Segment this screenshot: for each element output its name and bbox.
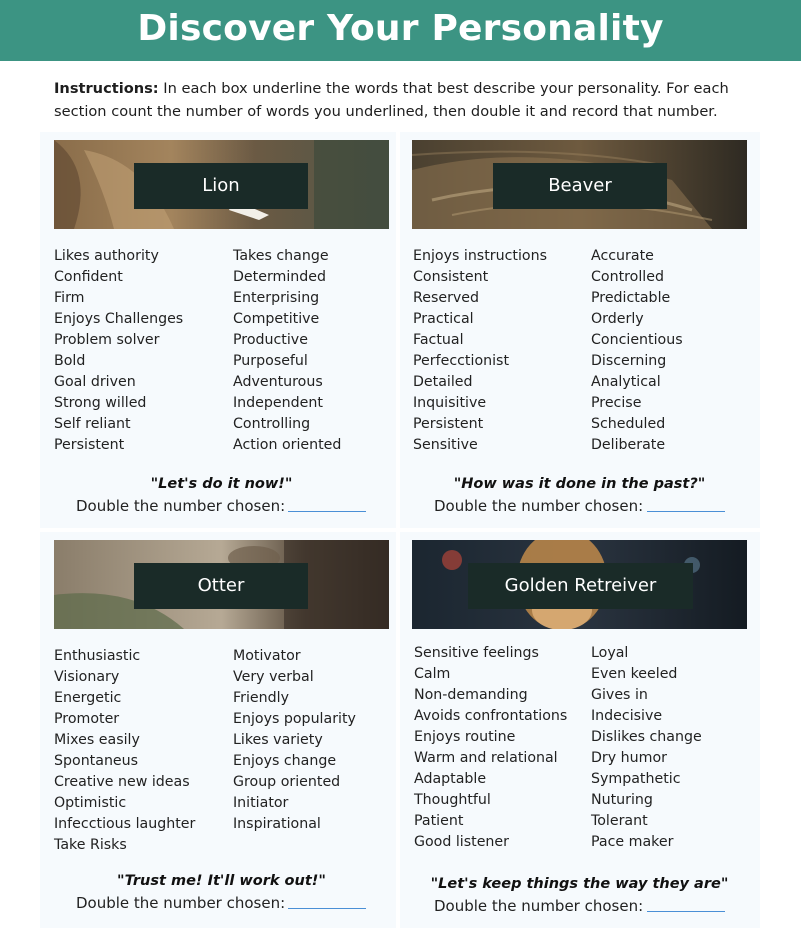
word-item[interactable]: Sensitive feelings [414, 645, 539, 661]
word-item[interactable]: Enjoys popularity [233, 711, 356, 727]
word-item[interactable]: Problem solver [54, 332, 160, 348]
beaver-answer-line[interactable] [647, 511, 725, 512]
word-item[interactable]: Controlling [233, 416, 311, 432]
word-item[interactable]: Strong willed [54, 395, 147, 411]
lion-banner-image [54, 140, 389, 229]
word-item[interactable]: Controlled [591, 269, 664, 285]
word-item[interactable]: Gives in [591, 687, 648, 703]
word-item[interactable]: Friendly [233, 690, 289, 706]
word-item[interactable]: Indecisive [591, 708, 663, 724]
word-item[interactable]: Precise [591, 395, 642, 411]
word-item[interactable]: Thoughtful [414, 792, 491, 808]
word-item[interactable]: Reserved [413, 290, 480, 306]
word-item[interactable]: Good listener [414, 834, 509, 850]
word-item[interactable]: Infecctious laughter [54, 816, 196, 832]
word-item[interactable]: Consistent [413, 269, 489, 285]
golden-word-list-1 [414, 643, 567, 853]
word-item[interactable]: Self reliant [54, 416, 131, 432]
word-item[interactable]: Pace maker [591, 834, 674, 850]
golden-answer-line[interactable] [647, 911, 725, 912]
word-item[interactable]: Deliberate [591, 437, 666, 453]
lion-word-list-1 [54, 246, 183, 456]
word-item[interactable]: Group oriented [233, 774, 341, 790]
word-item[interactable]: Tolerant [591, 813, 648, 829]
word-item[interactable]: Mixes easily [54, 732, 140, 748]
golden-double-label: Double the number chosen: [434, 897, 644, 915]
word-item[interactable]: Analytical [591, 374, 661, 390]
beaver-title: Beaver [493, 163, 667, 209]
word-item[interactable]: Concientious [591, 332, 683, 348]
word-item[interactable]: Purposeful [233, 353, 308, 369]
word-item[interactable]: Discerning [591, 353, 667, 369]
word-item[interactable]: Bold [54, 353, 86, 369]
lion-word-list-2 [233, 246, 341, 456]
word-item[interactable]: Enjoys instructions [413, 248, 547, 264]
instructions-text: In each box underline the words that best describe your personality. For each section count the number of words you underlined, then double it and record that number. [54, 80, 729, 120]
word-item[interactable]: Non-demanding [414, 687, 528, 703]
word-item[interactable]: Orderly [591, 311, 644, 327]
word-item[interactable]: Enjoys change [233, 753, 337, 769]
beaver-banner-image [412, 140, 747, 229]
page-header [0, 0, 801, 61]
otter-title: Otter [134, 563, 308, 609]
word-item[interactable]: Inspirational [233, 816, 321, 832]
word-item[interactable]: Promoter [54, 711, 120, 727]
beaver-word-list-1 [413, 246, 547, 456]
lion-answer-line[interactable] [288, 511, 366, 512]
word-item[interactable]: Dislikes change [591, 729, 702, 745]
word-item[interactable]: Persistent [413, 416, 484, 432]
word-item[interactable]: Take Risks [54, 837, 127, 853]
word-item[interactable]: Enthusiastic [54, 648, 141, 664]
word-item[interactable]: Likes variety [233, 732, 323, 748]
word-item[interactable]: Enjoys routine [414, 729, 516, 745]
golden-banner-image [412, 540, 747, 629]
word-item[interactable]: Nuturing [591, 792, 653, 808]
word-item[interactable]: Productive [233, 332, 308, 348]
otter-slogan: "Trust me! It'll work out!" [117, 873, 326, 889]
word-item[interactable]: Independent [233, 395, 323, 411]
word-item[interactable]: Competitive [233, 311, 320, 327]
word-item[interactable]: Dry humor [591, 750, 667, 766]
beaver-double-label: Double the number chosen: [434, 497, 644, 515]
word-item[interactable]: Factual [413, 332, 464, 348]
otter-word-list-2 [233, 646, 356, 835]
word-item[interactable]: Energetic [54, 690, 122, 706]
word-item[interactable]: Detailed [413, 374, 473, 390]
word-item[interactable]: Perfecctionist [413, 353, 510, 369]
word-item[interactable]: Patient [414, 813, 464, 829]
word-item[interactable]: Loyal [591, 645, 629, 661]
word-item[interactable]: Visionary [54, 669, 120, 685]
word-item[interactable]: Adventurous [233, 374, 323, 390]
word-item[interactable]: Confident [54, 269, 123, 285]
beaver-slogan: "How was it done in the past?" [453, 476, 706, 492]
golden-title: Golden Retreiver [468, 563, 693, 609]
word-item[interactable]: Very verbal [233, 669, 314, 685]
word-item[interactable]: Enterprising [233, 290, 320, 306]
word-item[interactable]: Motivator [233, 648, 301, 664]
otter-banner-image [54, 540, 389, 629]
word-item[interactable]: Goal driven [54, 374, 136, 390]
word-item[interactable]: Optimistic [54, 795, 127, 811]
word-item[interactable]: Firm [54, 290, 85, 306]
word-item[interactable]: Sympathetic [591, 771, 681, 787]
word-item[interactable]: Initiator [233, 795, 289, 811]
page-title: Discover Your Personality [137, 8, 664, 49]
word-item[interactable]: Predictable [591, 290, 671, 306]
otter-double-label: Double the number chosen: [76, 894, 286, 912]
word-item[interactable]: Inquisitive [413, 395, 487, 411]
word-item[interactable]: Determinded [233, 269, 327, 285]
lion-double-label: Double the number chosen: [76, 497, 286, 515]
word-item[interactable]: Even keeled [591, 666, 678, 682]
otter-answer-line[interactable] [288, 908, 366, 909]
word-item[interactable]: Accurate [591, 248, 654, 264]
otter-word-list-1 [54, 646, 195, 856]
word-item[interactable]: Adaptable [414, 771, 487, 787]
beaver-word-list-2 [591, 246, 683, 456]
lion-title: Lion [134, 163, 308, 209]
word-item[interactable]: Spontaneus [54, 753, 139, 769]
golden-slogan: "Let's keep things the way they are" [430, 876, 729, 892]
word-item[interactable]: Persistent [54, 437, 125, 453]
word-item[interactable]: Scheduled [591, 416, 666, 432]
word-item[interactable]: Sensitive [413, 437, 478, 453]
word-item[interactable]: Enjoys Challenges [54, 311, 184, 327]
lion-slogan: "Let's do it now!" [150, 476, 293, 492]
word-item[interactable]: Avoids confrontations [414, 708, 568, 724]
instructions-label: Instructions: [54, 80, 159, 97]
word-item[interactable]: Likes authority [54, 248, 159, 264]
word-item[interactable]: Warm and relational [414, 750, 558, 766]
golden-word-list-2 [591, 643, 702, 853]
word-item[interactable]: Practical [413, 311, 474, 327]
word-item[interactable]: Takes change [233, 248, 329, 264]
word-item[interactable]: Calm [414, 666, 451, 682]
word-item[interactable]: Action oriented [233, 437, 342, 453]
instructions [54, 77, 754, 123]
word-item[interactable]: Creative new ideas [54, 774, 190, 790]
